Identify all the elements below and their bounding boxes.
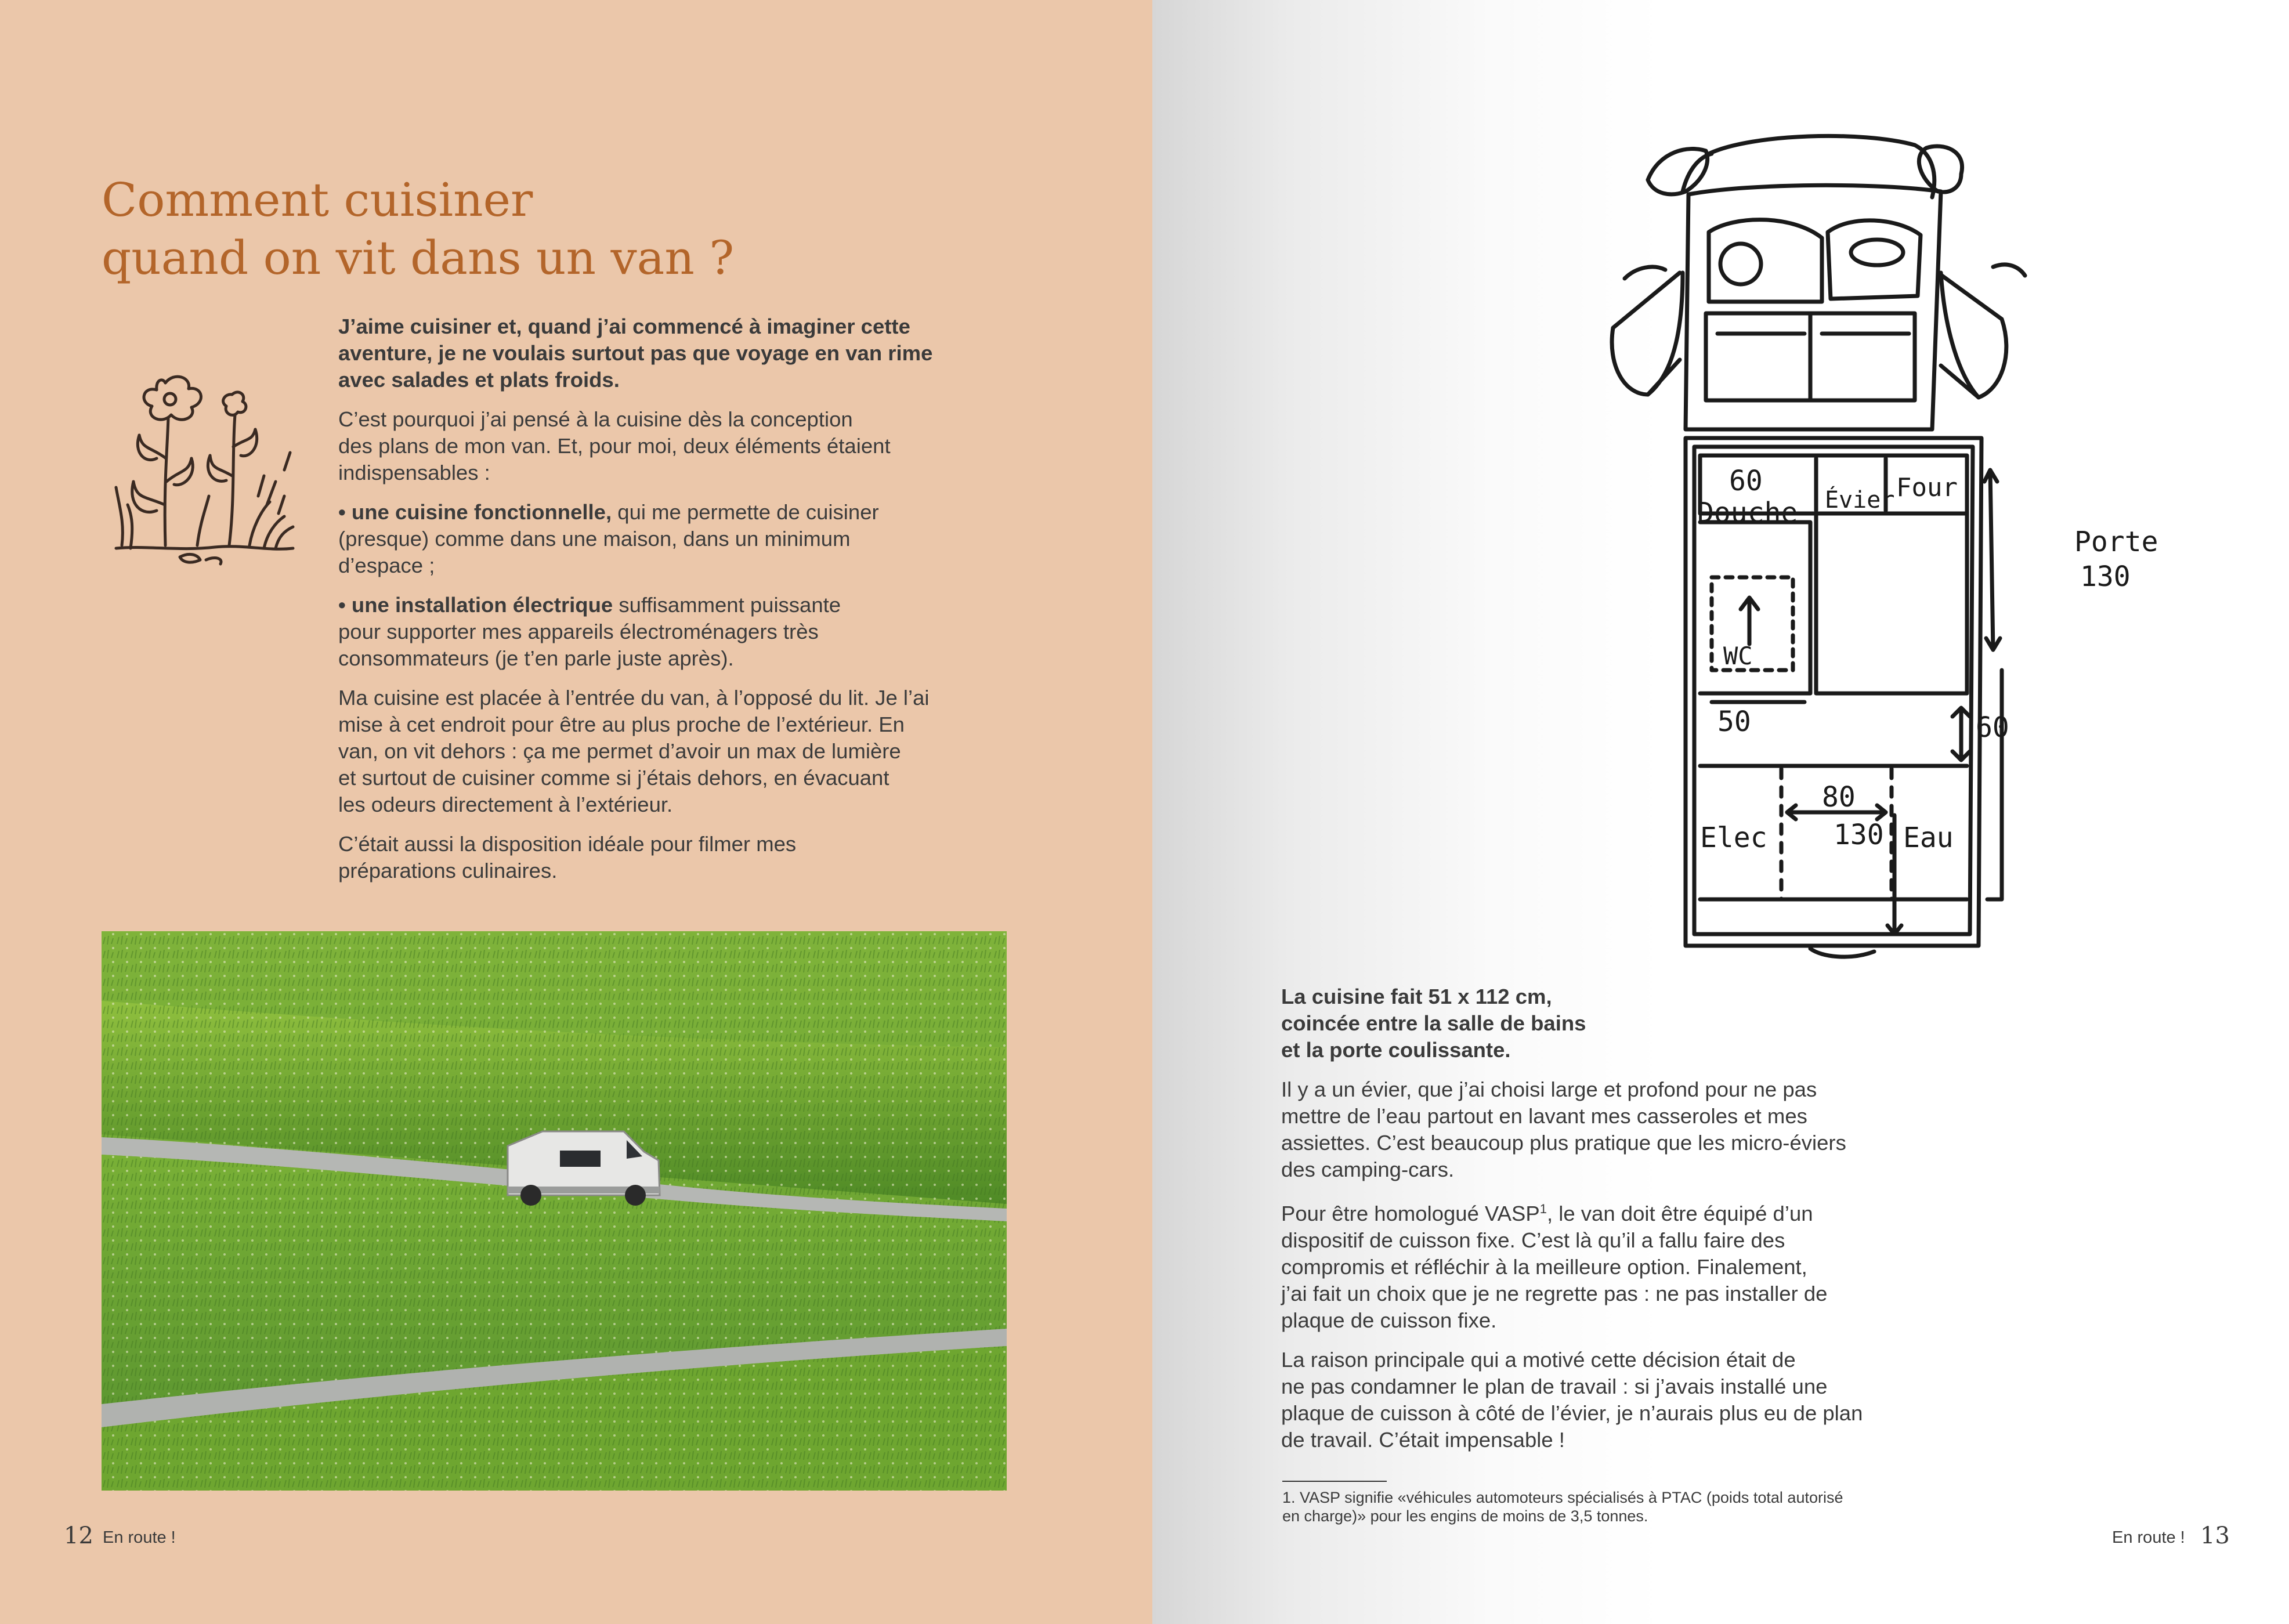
plan-label-wc: WC (1723, 642, 1753, 670)
reason-paragraph: La raison principale qui a motivé cette décision était de ne pas condamner le plan de travail : si j’avais installé une plaque de cuisson à côté de l’évier, je n’aurais plus eu de plan de travail. C’était impensable ! (1281, 1348, 1863, 1452)
flower-illustration-icon (110, 371, 296, 569)
plan-label-shower: Douche (1697, 497, 1798, 529)
paragraph-1: C’est pourquoi j’ai pensé à la cuisine dès la conception des plans de mon van. Et, pour moi, deux éléments étaient indispensables : (338, 407, 891, 484)
plan-label-door-dim: 130 (2080, 560, 2131, 593)
bullet-kitchen: • une cuisine fonctionnelle, qui me permette de cuisiner (presque) comme dans une maison, dans un minimum d’espace ; (338, 500, 879, 577)
vasp-paragraph: Pour être homologué VASP$^1$, le van doit être équipé d’un dispositif de cuisson fixe. C’est là qu’il a fallu faire des compromis et réfléchir à la meilleure option. Finalement, j’ai fait un choix que je ne regrette pas : ne pas installer de plaque de cuisson fixe. (1281, 1202, 1828, 1333)
right-running-title: En route ! (2112, 1528, 2185, 1547)
bullet-electric: • une installation électrique suffisamment puissante pour supporter mes appareils électroménagers très consommateurs (je t’en parle juste après). (338, 593, 841, 670)
footnote: 1. VASP signifie «véhicules automoteurs spécialisés à PTAC (poids total autorisé en charge)» pour les engins de moins de 3,5 tonnes. (1282, 1489, 1843, 1525)
right-body-text (1281, 983, 1995, 1466)
footnote-divider (1282, 1481, 1387, 1482)
title-line-1: Comment cuisiner (102, 173, 533, 227)
sink-paragraph: Il y a un évier, que j’ai choisi large et profond pour ne pas mettre de l’eau partout en lavant mes casseroles et mes assiettes. C’est beaucoup plus pratique que les micro-éviers des camping-cars. (1281, 1077, 1846, 1181)
kitchen-size-lead: La cuisine fait 51 x 112 cm, coincée entre la salle de bains et la porte coulissante. (1281, 985, 1586, 1062)
van-floor-plan-illustration (1561, 122, 2193, 969)
left-body-text (338, 313, 1035, 897)
title-line-2: quand on vit dans un van ? (102, 231, 735, 285)
plan-label-130: 130 (1834, 819, 1884, 851)
plan-label-50: 50 (1717, 706, 1751, 738)
plan-label-oven: Four (1896, 473, 1958, 502)
plan-label-shower-dim: 60 (1729, 465, 1763, 497)
paragraph-3: C’était aussi la disposition idéale pour filmer mes préparations culinaires. (338, 832, 797, 882)
plan-label-60: 60 (1976, 711, 2009, 744)
intro-paragraph: J’aime cuisiner et, quand j’ai commencé à imaginer cette aventure, je ne voulais surtout pas que voyage en van rime avec salades et plats froids. (338, 314, 933, 392)
left-page-number: 12 (64, 1522, 93, 1549)
plan-label-door: Porte (2074, 526, 2158, 558)
footnote-ref: 1 (1539, 1202, 1547, 1216)
page-title (102, 171, 914, 287)
plan-label-elec: Elec (1700, 822, 1767, 854)
right-page-number: 13 (2200, 1522, 2230, 1549)
plan-label-80: 80 (1822, 781, 1856, 813)
plan-label-sink: Évier (1825, 487, 1895, 513)
plan-label-water: Eau (1903, 822, 1954, 854)
left-running-title: En route ! (103, 1528, 176, 1547)
paragraph-2: Ma cuisine est placée à l’entrée du van, à l’opposé du lit. Je l’ai mise à cet endroit pour être au plus proche de l’extérieur. En van, on vit dehors : ça me permet d’avoir un max de lumière et surtout de cuisiner comme si j’étais dehors, en évacuant les odeurs directement à l’extérieur. (338, 686, 930, 816)
van-road-photo (102, 931, 1007, 1491)
